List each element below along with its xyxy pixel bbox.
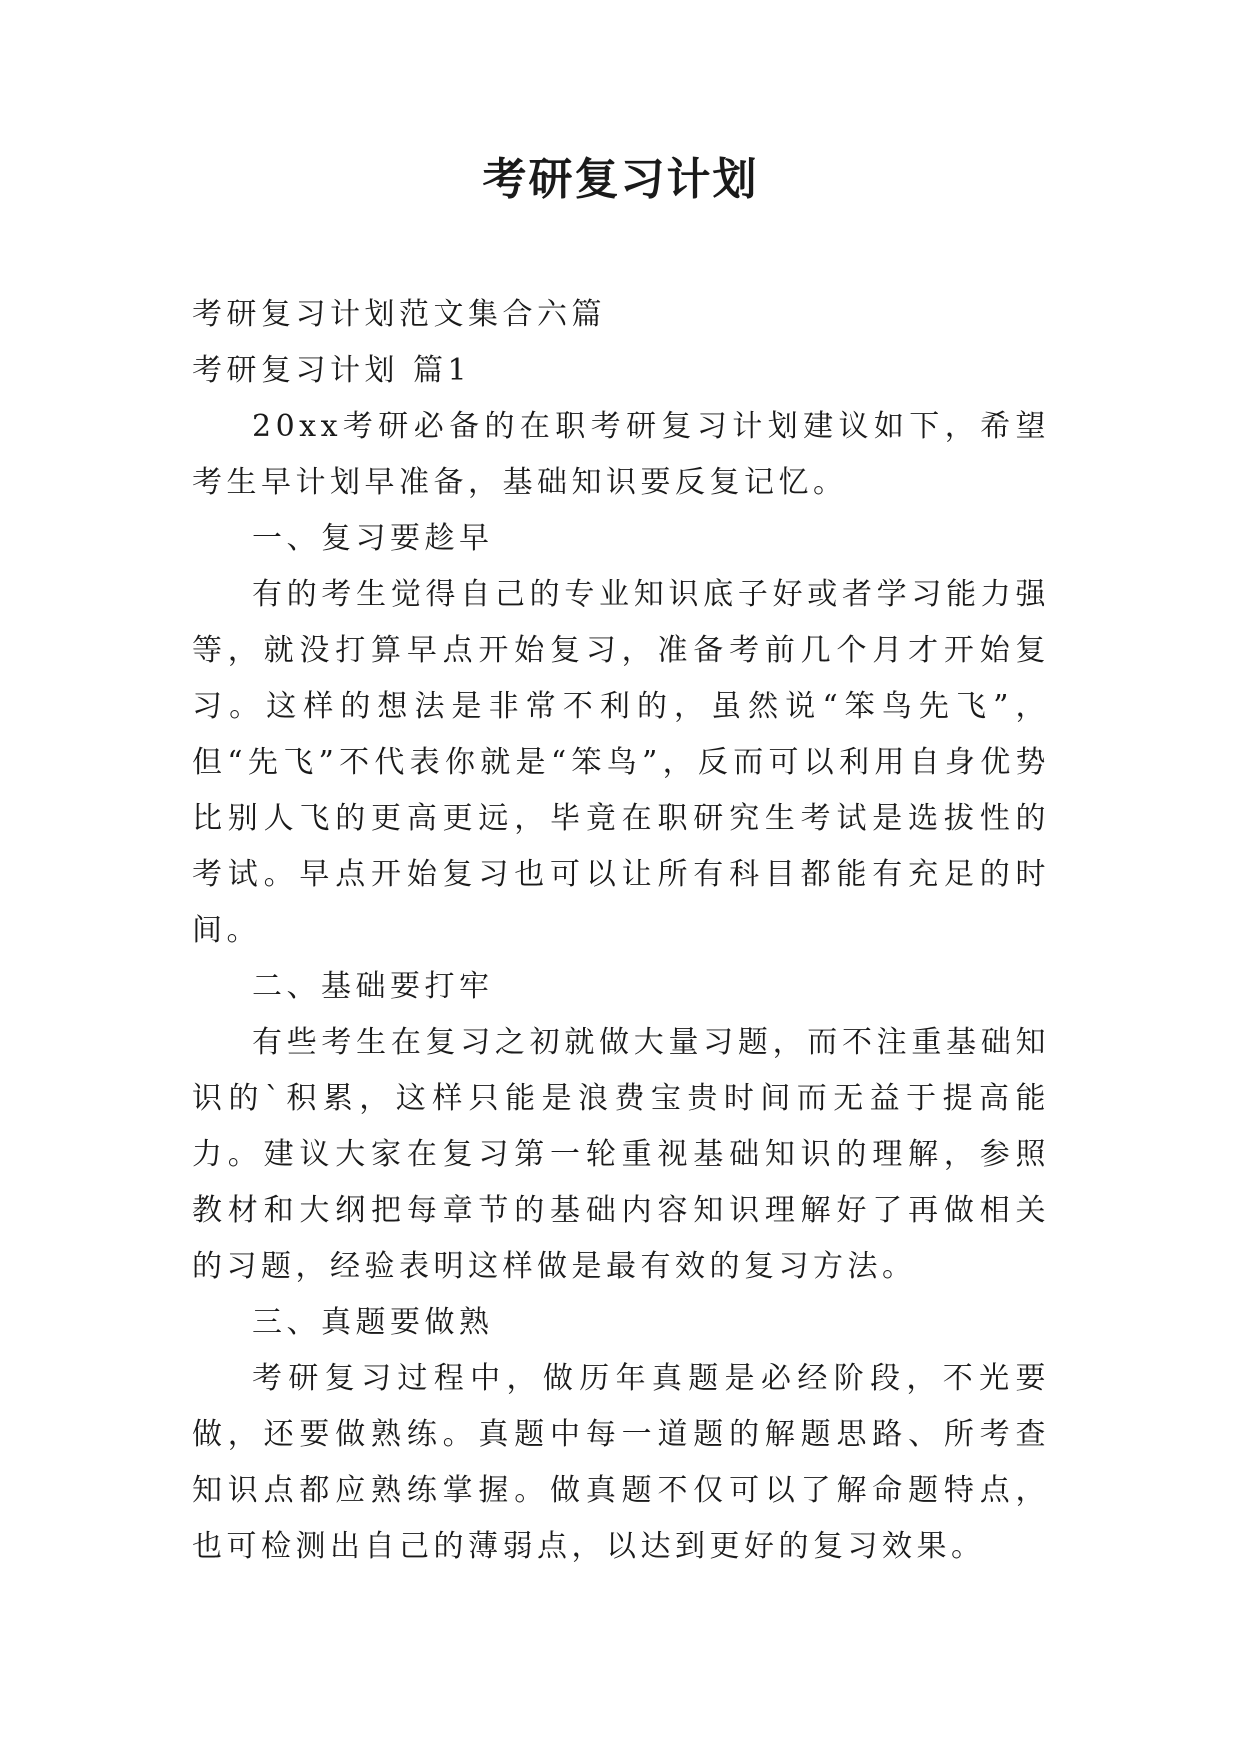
document-body [192,287,1050,1575]
paragraph-past-exams: 考研复习过程中，做历年真题是必经阶段，不光要做，还要做熟练。真题中每一道题的解题思路、所考查知识点都应熟练掌握。做真题不仅可以了解命题特点，也可检测出自己的薄弱点，以达到更好的复习效果。 [192,1361,1050,1564]
document-subtitle: 考研复习计划范文集合六篇 [192,297,606,332]
heading-solid-foundation: 二、基础要打牢 [252,969,494,1004]
section-heading: 考研复习计划 篇1 [192,353,472,388]
intro-paragraph: 20xx考研必备的在职考研复习计划建议如下，希望考生早计划早准备，基础知识要反复记忆。 [192,409,1050,500]
paragraph-review-early: 有的考生觉得自己的专业知识底子好或者学习能力强等，就没打算早点开始复习，准备考前几个月才开始复习。这样的想法是非常不利的，虽然说“笨鸟先飞”，但“先飞”不代表你就是“笨鸟”，反而可以利用自身优势比别人飞的更高更远，毕竟在职研究生考试是选拔性的考试。早点开始复习也可以让所有科目都能有充足的时间。 [192,577,1050,948]
document-title: 考研复习计划 [482,154,759,205]
heading-review-early: 一、复习要趁早 [252,521,494,556]
heading-past-exams: 三、真题要做熟 [252,1305,494,1340]
paragraph-solid-foundation: 有些考生在复习之初就做大量习题，而不注重基础知识的`积累，这样只能是浪费宝贵时间而无益于提高能力。建议大家在复习第一轮重视基础知识的理解，参照教材和大纲把每章节的基础内容知识理解好了再做相关的习题，经验表明这样做是最有效的复习方法。 [192,1025,1050,1284]
